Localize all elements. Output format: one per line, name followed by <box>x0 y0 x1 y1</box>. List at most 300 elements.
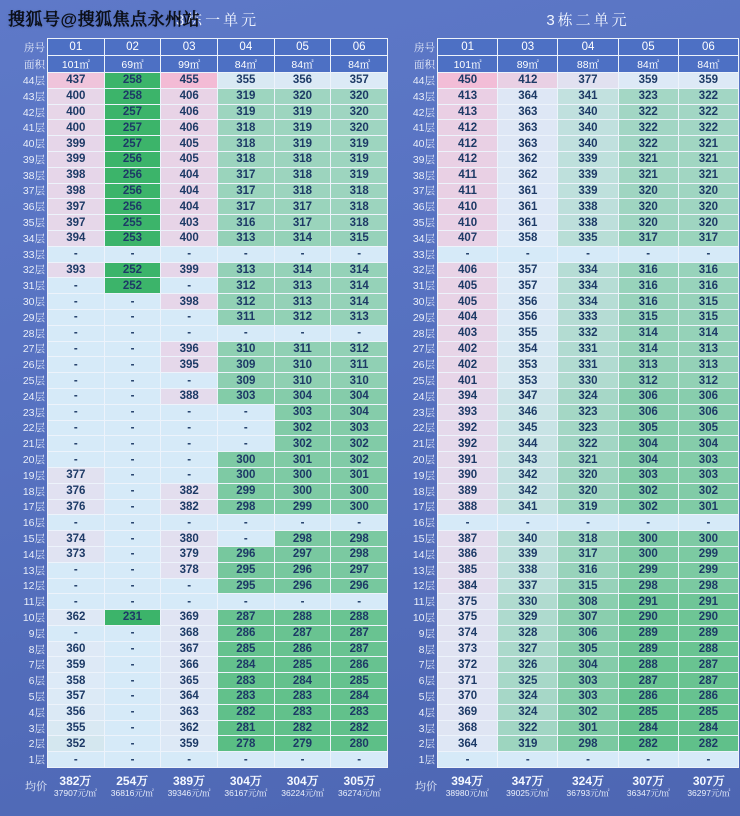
price-cell: 356 <box>498 294 557 309</box>
price-cell: 318 <box>275 168 331 183</box>
average-unit-price: 36274元/㎡ <box>338 787 382 798</box>
floor-label: 37层 <box>412 185 435 198</box>
floor-label: 15层 <box>412 533 435 546</box>
floor-label: 35层 <box>22 217 45 230</box>
price-cell: 288 <box>275 610 331 625</box>
price-cell: 284 <box>679 721 738 736</box>
unit1-table-body <box>16 38 388 768</box>
floor-label: 22层 <box>412 422 435 435</box>
average-unit-price: 36224元/㎡ <box>281 787 325 798</box>
price-cell: 366 <box>161 657 217 672</box>
price-cell: 300 <box>619 531 678 546</box>
price-cell: 286 <box>218 626 274 641</box>
price-cell: - <box>105 736 161 751</box>
price-cell: 287 <box>331 642 387 657</box>
floor-label: 21层 <box>22 438 45 451</box>
floor-label: 28层 <box>22 327 45 340</box>
floor-label: 3层 <box>418 722 435 735</box>
price-cell: 299 <box>679 547 738 562</box>
price-cell: 356 <box>275 73 331 88</box>
price-cell: 357 <box>498 278 557 293</box>
room-header-label: 房号 <box>414 41 435 54</box>
price-cell: 320 <box>619 215 678 230</box>
price-cell: - <box>161 515 217 530</box>
price-cell: 364 <box>161 689 217 704</box>
price-cell: - <box>498 515 557 530</box>
price-cell: 316 <box>619 294 678 309</box>
price-cell: - <box>161 452 217 467</box>
price-cell: 341 <box>498 500 557 515</box>
price-cell: 354 <box>498 342 557 357</box>
price-cell: 379 <box>161 547 217 562</box>
price-cell: 367 <box>161 642 217 657</box>
price-cell: 387 <box>438 531 497 546</box>
average-price-cell <box>679 773 739 799</box>
price-cell: 285 <box>331 673 387 688</box>
average-price-cell <box>274 773 331 799</box>
price-cell: - <box>105 515 161 530</box>
price-cell: - <box>48 563 104 578</box>
price-cell: 256 <box>105 168 161 183</box>
price-cell: 279 <box>275 736 331 751</box>
price-cell: 282 <box>275 721 331 736</box>
floor-label: 23层 <box>412 406 435 419</box>
average-price-cell <box>497 773 557 799</box>
price-cell: 413 <box>438 89 497 104</box>
price-cell: - <box>105 657 161 672</box>
price-cell: 402 <box>438 342 497 357</box>
sohu-watermark: 搜狐号@搜狐焦点永州站 <box>8 10 201 29</box>
price-cell: 296 <box>275 579 331 594</box>
price-cell: 392 <box>438 421 497 436</box>
floor-label: 21层 <box>412 438 435 451</box>
price-cell: 282 <box>331 721 387 736</box>
unit2-title: 3栋二单元 <box>546 12 630 29</box>
price-cell: 316 <box>218 215 274 230</box>
floor-label: 9层 <box>418 627 435 640</box>
price-cell: 302 <box>679 484 738 499</box>
price-cell: 368 <box>438 721 497 736</box>
price-cell: 318 <box>558 531 617 546</box>
price-cell: 300 <box>218 468 274 483</box>
price-cell: 256 <box>105 152 161 167</box>
price-cell: - <box>438 515 497 530</box>
price-cell: - <box>48 405 104 420</box>
price-cell: - <box>218 594 274 609</box>
room-area-header: 101㎡ <box>438 56 497 72</box>
price-cell: 317 <box>218 184 274 199</box>
price-cell: 300 <box>275 484 331 499</box>
price-cell: 338 <box>558 199 617 214</box>
price-cell: - <box>498 247 557 262</box>
price-cell: 283 <box>275 689 331 704</box>
price-cell: 393 <box>438 405 497 420</box>
price-cell: 347 <box>498 389 557 404</box>
price-cell: 255 <box>105 215 161 230</box>
price-cell: 304 <box>679 436 738 451</box>
floor-label: 31层 <box>22 280 45 293</box>
price-cell: 320 <box>619 184 678 199</box>
price-cell: 289 <box>619 626 678 641</box>
price-cell: 361 <box>498 199 557 214</box>
price-cell: 373 <box>48 547 104 562</box>
price-cell: 400 <box>48 120 104 135</box>
average-unit-price: 36167元/㎡ <box>224 787 268 798</box>
floor-label: 16层 <box>412 517 435 530</box>
price-cell: - <box>218 421 274 436</box>
price-cell: 317 <box>679 231 738 246</box>
price-cell: 306 <box>619 405 678 420</box>
price-cell: 362 <box>498 168 557 183</box>
price-cell: 283 <box>218 689 274 704</box>
floor-label: 37层 <box>22 185 45 198</box>
price-cell: 315 <box>619 310 678 325</box>
floor-label: 4层 <box>28 706 45 719</box>
average-unit-price: 36816元/㎡ <box>110 787 154 798</box>
floor-label: 8层 <box>418 643 435 656</box>
unit2-row-labels <box>406 38 435 768</box>
price-cell: 305 <box>558 642 617 657</box>
price-cell: 300 <box>331 500 387 515</box>
price-cell: 310 <box>275 373 331 388</box>
price-cell: 285 <box>218 642 274 657</box>
price-cell: 256 <box>105 184 161 199</box>
price-cell: 309 <box>218 373 274 388</box>
price-cell: 374 <box>438 626 497 641</box>
price-cell: - <box>105 468 161 483</box>
price-cell: 252 <box>105 278 161 293</box>
price-cell: - <box>218 247 274 262</box>
price-cell: 373 <box>438 642 497 657</box>
price-cell: - <box>105 421 161 436</box>
price-cell: 397 <box>48 215 104 230</box>
price-cell: 323 <box>558 421 617 436</box>
price-cell: 302 <box>331 436 387 451</box>
price-cell: 361 <box>498 184 557 199</box>
floor-label: 12层 <box>22 580 45 593</box>
price-cell: 334 <box>558 294 617 309</box>
price-cell: 303 <box>331 421 387 436</box>
price-cell: - <box>48 310 104 325</box>
price-cell: - <box>105 579 161 594</box>
price-cell: 340 <box>558 136 617 151</box>
price-cell: 390 <box>438 468 497 483</box>
price-cell: 319 <box>331 168 387 183</box>
price-cell: 312 <box>218 294 274 309</box>
price-cell: - <box>105 594 161 609</box>
floor-label: 40层 <box>412 138 435 151</box>
price-cell: - <box>48 373 104 388</box>
price-cell: 303 <box>679 452 738 467</box>
price-cell: 291 <box>679 594 738 609</box>
floor-label: 6层 <box>418 675 435 688</box>
floor-label: 4层 <box>418 706 435 719</box>
price-cell: 283 <box>331 705 387 720</box>
price-cell: - <box>161 752 217 767</box>
price-cell: 319 <box>218 105 274 120</box>
price-cell: 332 <box>558 326 617 341</box>
price-cell: 308 <box>558 594 617 609</box>
price-cell: 298 <box>679 579 738 594</box>
price-cell: - <box>218 515 274 530</box>
price-cell: 402 <box>438 357 497 372</box>
floor-label: 30层 <box>412 296 435 309</box>
price-cell: 300 <box>619 547 678 562</box>
floor-label: 40层 <box>22 138 45 151</box>
price-cell: 299 <box>679 563 738 578</box>
price-cell: 314 <box>275 231 331 246</box>
price-cell: 324 <box>558 389 617 404</box>
room-number-header: 06 <box>679 39 738 55</box>
price-cell: 321 <box>558 452 617 467</box>
price-cell: 295 <box>218 563 274 578</box>
price-cell: 314 <box>619 342 678 357</box>
room-number-header: 02 <box>105 39 161 55</box>
price-cell: - <box>105 389 161 404</box>
price-cell: 400 <box>48 105 104 120</box>
price-cell: 331 <box>558 342 617 357</box>
price-cell: 363 <box>498 105 557 120</box>
price-cell: 362 <box>48 610 104 625</box>
price-cell: - <box>105 500 161 515</box>
room-number-header: 06 <box>331 39 387 55</box>
price-cell: 303 <box>558 689 617 704</box>
room-number-header: 04 <box>558 39 617 55</box>
price-cell: 286 <box>275 642 331 657</box>
price-cell: 317 <box>275 199 331 214</box>
price-cell: - <box>275 752 331 767</box>
floor-label: 26层 <box>22 359 45 372</box>
floor-label: 8层 <box>28 643 45 656</box>
price-cell: - <box>48 278 104 293</box>
price-cell: 319 <box>331 152 387 167</box>
floor-label: 36层 <box>412 201 435 214</box>
price-cell: 364 <box>438 736 497 751</box>
price-cell: - <box>105 484 161 499</box>
room-area-header: 84㎡ <box>218 56 274 72</box>
floor-label: 17层 <box>412 501 435 514</box>
average-price-cell <box>331 773 388 799</box>
price-cell: 318 <box>331 184 387 199</box>
price-cell: 317 <box>558 547 617 562</box>
price-cell: - <box>48 594 104 609</box>
price-cell: - <box>48 357 104 372</box>
floor-label: 11层 <box>23 596 45 609</box>
average-price-label: 均价 <box>415 780 437 793</box>
price-cell: 404 <box>161 168 217 183</box>
price-cell: 313 <box>679 357 738 372</box>
price-cell: - <box>105 247 161 262</box>
price-cell: 315 <box>558 579 617 594</box>
price-cell: 399 <box>48 152 104 167</box>
floor-label: 16层 <box>22 517 45 530</box>
floor-label: 9层 <box>28 627 45 640</box>
price-cell: 382 <box>161 484 217 499</box>
area-header-label: 面积 <box>24 58 45 71</box>
price-cell: 319 <box>558 500 617 515</box>
price-cell: 295 <box>218 579 274 594</box>
price-cell: 378 <box>161 563 217 578</box>
average-price-cell <box>558 773 618 799</box>
room-area-header: 84㎡ <box>331 56 387 72</box>
price-cell: - <box>331 326 387 341</box>
price-cell: - <box>48 389 104 404</box>
price-cell: 311 <box>218 310 274 325</box>
price-cell: 363 <box>498 136 557 151</box>
price-cell: 304 <box>275 389 331 404</box>
price-cell: 320 <box>275 89 331 104</box>
price-cell: 321 <box>619 152 678 167</box>
average-price-cell <box>437 773 497 799</box>
price-cell: 355 <box>498 326 557 341</box>
floor-label: 19层 <box>22 469 45 482</box>
floor-label: 34层 <box>412 232 435 245</box>
floor-label: 32层 <box>412 264 435 277</box>
price-cell: 376 <box>48 484 104 499</box>
floor-label: 15层 <box>22 533 45 546</box>
average-unit-price: 36793元/㎡ <box>566 787 610 798</box>
price-cell: 286 <box>619 689 678 704</box>
price-cell: 357 <box>331 73 387 88</box>
price-cell: 300 <box>218 452 274 467</box>
unit1-price-table <box>16 4 388 799</box>
price-cell: 320 <box>331 89 387 104</box>
floor-label: 33层 <box>22 248 45 261</box>
price-cell: 309 <box>218 357 274 372</box>
price-cell: 305 <box>619 421 678 436</box>
price-cell: 297 <box>275 547 331 562</box>
price-cell: 364 <box>498 89 557 104</box>
price-cell: 328 <box>498 626 557 641</box>
price-cell: 400 <box>161 231 217 246</box>
price-cell: 256 <box>105 199 161 214</box>
floor-label: 7层 <box>28 659 45 672</box>
average-total-price: 305万 <box>343 774 376 789</box>
price-cell: 319 <box>498 736 557 751</box>
price-cell: 322 <box>679 120 738 135</box>
price-cell: 363 <box>161 705 217 720</box>
price-cell: 398 <box>161 294 217 309</box>
price-cell: 304 <box>331 389 387 404</box>
price-cell: 282 <box>619 736 678 751</box>
floor-label: 31层 <box>412 280 435 293</box>
price-cell: 398 <box>48 184 104 199</box>
room-number-header: 05 <box>619 39 678 55</box>
price-cell: 306 <box>558 626 617 641</box>
price-cell: 342 <box>498 468 557 483</box>
room-header-label: 房号 <box>24 41 45 54</box>
room-area-header: 101㎡ <box>48 56 104 72</box>
floor-label: 2层 <box>418 738 435 751</box>
price-cell: 412 <box>438 120 497 135</box>
price-cell: - <box>105 326 161 341</box>
price-cell: - <box>105 310 161 325</box>
floor-label: 36层 <box>22 201 45 214</box>
price-cell: - <box>105 531 161 546</box>
price-cell: 403 <box>438 326 497 341</box>
price-cell: 318 <box>218 152 274 167</box>
price-cell: 298 <box>331 531 387 546</box>
average-price-cell <box>104 773 161 799</box>
price-cell: 404 <box>438 310 497 325</box>
price-cell: 299 <box>275 500 331 515</box>
price-cell: - <box>48 342 104 357</box>
unit1-title: 3栋一单元 <box>175 12 260 29</box>
average-total-price: 382万 <box>59 774 92 789</box>
price-cell: 302 <box>275 421 331 436</box>
price-cell: 313 <box>218 231 274 246</box>
floor-label: 42层 <box>22 106 45 119</box>
price-cell: 303 <box>558 673 617 688</box>
price-cell: 316 <box>619 263 678 278</box>
price-cell: 368 <box>161 626 217 641</box>
price-cell: 312 <box>619 373 678 388</box>
price-cell: 298 <box>558 736 617 751</box>
price-cell: 380 <box>161 531 217 546</box>
floor-label: 24层 <box>22 390 45 403</box>
price-cell: - <box>275 247 331 262</box>
price-cell: 320 <box>558 468 617 483</box>
price-cell: 285 <box>679 705 738 720</box>
price-cell: 377 <box>48 468 104 483</box>
floor-label: 41层 <box>412 122 435 135</box>
price-cell: 302 <box>619 500 678 515</box>
price-cell: 394 <box>438 389 497 404</box>
floor-label: 44层 <box>412 74 435 87</box>
price-cell: 396 <box>161 342 217 357</box>
price-cell: 334 <box>558 278 617 293</box>
price-cell: 290 <box>679 610 738 625</box>
price-cell: 356 <box>498 310 557 325</box>
price-cell: 315 <box>679 310 738 325</box>
price-cell: 404 <box>161 184 217 199</box>
price-cell: 317 <box>275 215 331 230</box>
price-cell: - <box>619 247 678 262</box>
price-cell: 258 <box>105 89 161 104</box>
price-cell: 291 <box>619 594 678 609</box>
price-cell: - <box>161 247 217 262</box>
price-cell: - <box>105 547 161 562</box>
price-cell: 320 <box>619 199 678 214</box>
floor-label: 5层 <box>418 690 435 703</box>
price-cell: 319 <box>275 105 331 120</box>
unit2-average-row <box>406 773 739 799</box>
floor-label: 33层 <box>412 248 435 261</box>
price-cell: 301 <box>275 452 331 467</box>
price-cell: 353 <box>498 357 557 372</box>
price-cell: 333 <box>558 310 617 325</box>
price-cell: - <box>48 421 104 436</box>
price-cell: 299 <box>619 563 678 578</box>
price-cell: 287 <box>275 626 331 641</box>
price-cell: 357 <box>48 689 104 704</box>
price-cell: 257 <box>105 105 161 120</box>
price-cell: 321 <box>619 168 678 183</box>
price-cell: 406 <box>161 105 217 120</box>
price-cell: - <box>105 405 161 420</box>
floor-label: 12层 <box>412 580 435 593</box>
price-cell: 330 <box>558 373 617 388</box>
price-cell: 369 <box>438 705 497 720</box>
price-cell: 290 <box>619 610 678 625</box>
floor-label: 10层 <box>412 612 435 624</box>
price-cell: 288 <box>331 610 387 625</box>
price-cell: 375 <box>438 594 497 609</box>
price-cell: 296 <box>218 547 274 562</box>
price-cell: 300 <box>331 484 387 499</box>
price-cell: 297 <box>331 563 387 578</box>
price-cell: - <box>218 752 274 767</box>
